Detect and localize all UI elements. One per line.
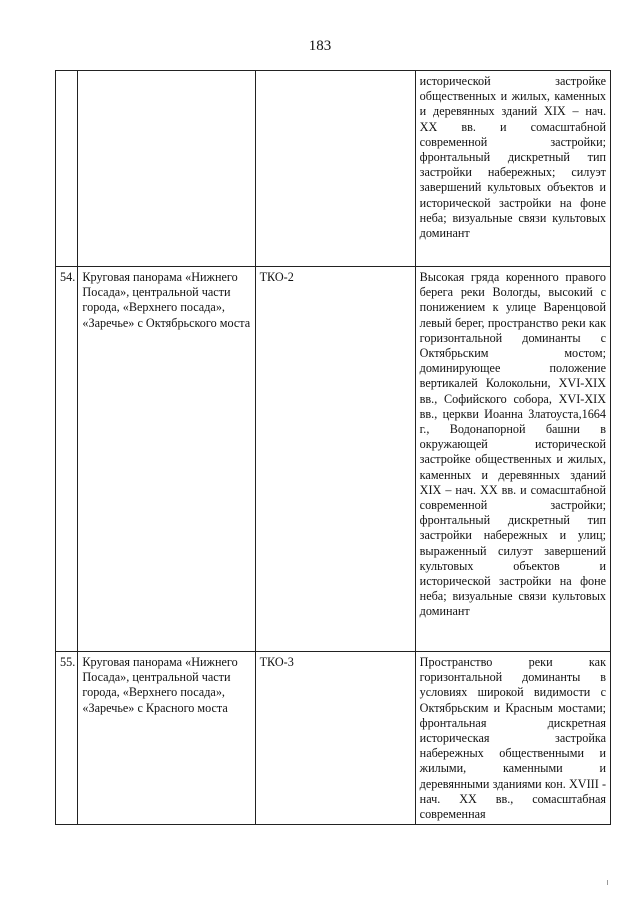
panorama-name-cell: Круговая панорама «Нижнего Посада», центральной части города, «Верхнего посада», «Заречье» с Октябрьского моста bbox=[78, 267, 255, 652]
panorama-name-cell bbox=[78, 71, 255, 267]
code-cell bbox=[255, 71, 415, 267]
code-cell: ТКО-2 bbox=[255, 267, 415, 652]
page-number: 183 bbox=[308, 38, 332, 54]
scan-mark bbox=[607, 880, 608, 885]
monuments-table bbox=[55, 70, 611, 825]
description-cell: исторической застройке общественных и жилых, каменных и деревянных зданий XIX – нач. XX вв. и сомасштабной современной застройки; фронтальный дискретный тип застройки набережных; силуэт завершений культовых объектов и исторической застройки на фоне неба; визуальные связи культовых доминант bbox=[415, 71, 610, 267]
description-cell: Высокая гряда коренного правого берега реки Вологды, высокий с понижением к улице Варенцовой левый берег, пространство реки как горизонтальной доминанты с Октябрьским мостом; доминирующее положение вертикалей Колокольни, XVI-XIX вв., Софийского собора, XVI-XIX вв., церкви Иоанна Златоуста,1664 г., Водонапорной башни в окружающей исторической застройке общественных и жилых, каменных и деревянных зданий XIX – нач. XX вв. и сомасштабной современной застройки; фронтальный дискретный тип застройки набережных и улиц; выраженный силуэт завершений культовых объектов и исторической застройки на фоне неба; визуальные связи культовых доминант bbox=[415, 267, 610, 652]
row-number-cell: 54. bbox=[56, 267, 78, 652]
row-number-cell: 55. bbox=[56, 652, 78, 825]
table-row bbox=[56, 267, 611, 652]
row-number-cell bbox=[56, 71, 78, 267]
table-row bbox=[56, 652, 611, 825]
table-row bbox=[56, 71, 611, 267]
description-cell: Пространство реки как горизонтальной доминанты в условиях широкой видимости с Октябрьским и Красным мостами; фронтальная дискретная историческая застройка набережных общественными и жилыми, каменными и деревянными зданиями кон. XVIII - нач. XX вв., сомасштабная современная bbox=[415, 652, 610, 825]
panorama-name-cell: Круговая панорама «Нижнего Посада», центральной части города, «Верхнего посада», «Заречье» с Красного моста bbox=[78, 652, 255, 825]
code-cell: ТКО-3 bbox=[255, 652, 415, 825]
